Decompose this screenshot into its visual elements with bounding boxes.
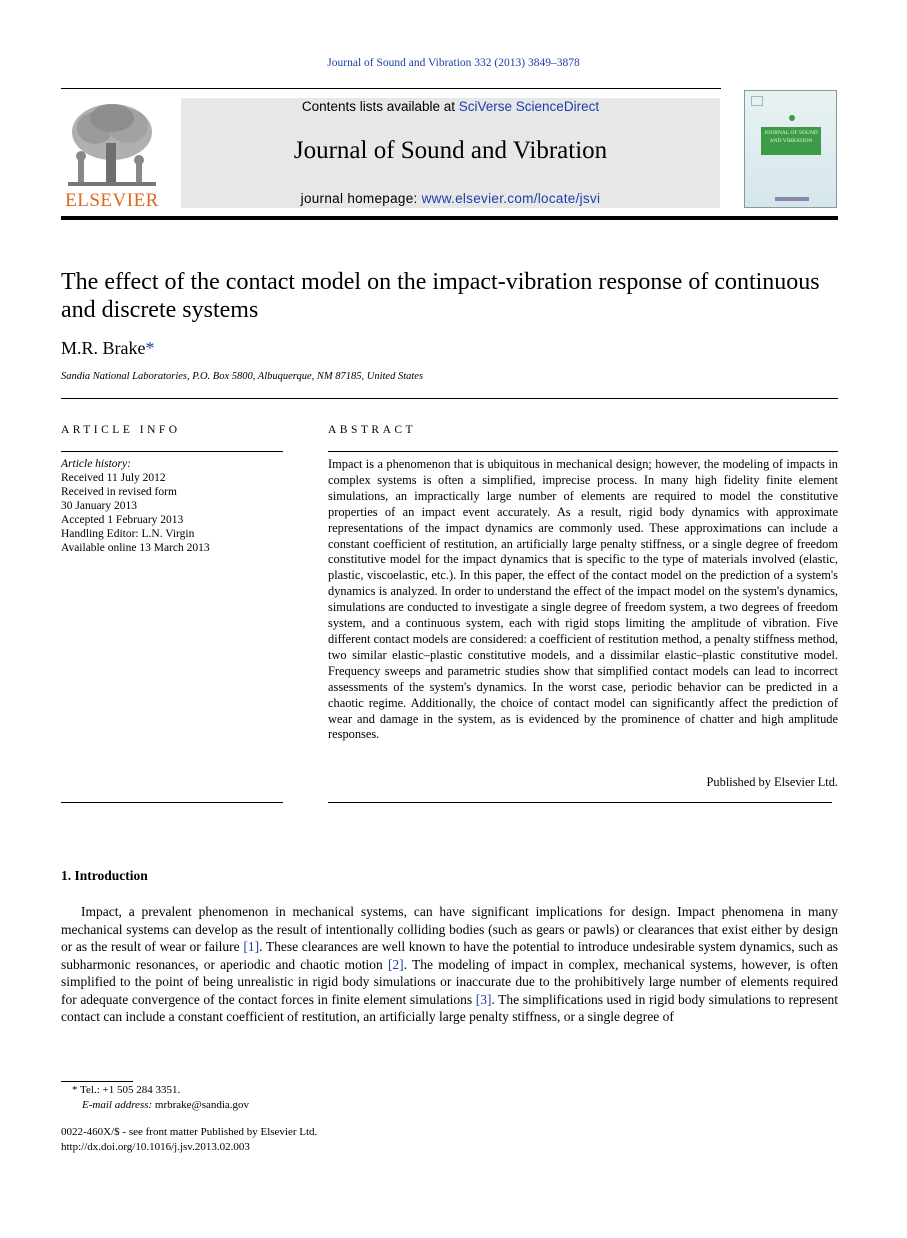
intro-text-part: Impact, a prevalent phenomenon in mechanical systems, can have significant implications for design. Impact phenomena in many mechanical systems can develop as the result of intentionally colliding bodies (such as gears or pawls) or clearances that exist either by design or as the result of wear or failure [61,904,838,954]
homepage-line [181,191,720,206]
abstract-heading: ABSTRACT [328,424,417,436]
footnote-email [82,1099,249,1111]
abstract-text: Impact is a phenomenon that is ubiquitous in mechanical design; however, the modeling of impacts in complex systems is often a simplified, imprecise process. In many high fidelity finite element simulations, an impractically large number of elements are required to model the constitutive properties of an impact event accurately. As a result, rigid body dynamics with approximate representations of the impact dynamics are commonly used. These approximations can include a constant coefficient of restitution, an artificially large penalty stiffness, or a single degree of freedom constitutive model for the impact dynamics that is specific to the type of materials involved (elastic, plastic, viscoelastic, etc.). In this paper, the effect of the contact model on the prediction of a system's dynamics is analyzed. In order to understand the effect of the impact model on the system's dynamics, simulations are conducted to investigate a single degree of freedom system, a two degrees of freedom system, and a continuous system, each with rigid stops limiting the amplitude of vibration. Five different contact models are considered: a coefficient of restitution method, a penalty stiffness method, two similar elastic–plastic constitutive models, and a dissimilar elastic–plastic constitutive model. Frequency sweeps and parametric studies show that simplified contact models can lead to incorrect assessments of the system's dynamics. In the worst case, periodic behavior can be predicted in a chaotic regime. Additionally, the choice of contact model can significantly affect the prediction of wear and damage in the system, as is evidenced by the prominence of chatter and high amplitude responses. [328,457,838,742]
homepage-link[interactable]: www.elsevier.com/locate/jsvi [421,191,601,206]
author-line [61,338,155,359]
footnote-tel: * Tel.: +1 505 284 3351. [72,1084,181,1096]
contents-line [181,99,720,114]
published-by: Published by Elsevier Ltd. [706,775,838,789]
cover-corner-icon [751,96,763,106]
issn-line: 0022-460X/$ - see front matter Published by Elsevier Ltd. [61,1126,318,1138]
homepage-prefix: journal homepage: [300,191,422,206]
contents-prefix: Contents lists available at [301,99,459,114]
affiliation-rule [61,398,838,399]
article-info-heading: ARTICLE INFO [61,424,181,436]
history-item: 30 January 2013 [61,500,138,512]
cover-title: JOURNAL OF SOUND AND VIBRATION [761,127,821,155]
article-title: The effect of the contact model on the impact-vibration response of continuous and discrete systems [61,269,820,323]
article-history [61,457,283,555]
history-label: Article history: [61,458,131,470]
history-item: Handling Editor: L.N. Virgin [61,528,195,540]
history-item: Received in revised form [61,486,177,498]
abstract-top-rule [328,451,838,452]
sciencedirect-link[interactable]: SciVerse ScienceDirect [458,99,600,114]
cover-publisher-mark-icon [775,197,809,201]
history-item: Accepted 1 February 2013 [61,514,184,526]
reference-link[interactable]: [3] [475,991,492,1007]
email-address[interactable]: mrbrake@sandia.gov [154,1099,250,1111]
article-info-top-rule [61,451,283,452]
elsevier-wordmark: ELSEVIER [65,190,159,211]
abstract-bottom-rule [328,802,832,803]
intro-text-part: . These clearances are well known to have the potential to introduce undesirable system dynamics, such as subharmonic resonances, or aperiodic and chaotic motion [61,939,838,972]
author-name[interactable]: M.R. Brake [61,338,146,358]
header-bottom-rule [61,216,838,220]
doi-link[interactable]: http://dx.doi.org/10.1016/j.jsv.2013.02.003 [61,1141,250,1153]
article-info-bottom-rule [61,802,283,803]
history-item: Received 11 July 2012 [61,472,166,484]
journal-cover-thumbnail[interactable] [744,90,837,208]
journal-name: Journal of Sound and Vibration [293,137,608,164]
email-label: E-mail address: [82,1099,155,1111]
header-top-rule [61,88,721,89]
introduction-heading: 1. Introduction [61,868,148,883]
history-item: Available online 13 March 2013 [61,542,210,554]
journal-citation[interactable]: Journal of Sound and Vibration 332 (2013) 3849–3878 [327,57,580,69]
reference-link[interactable]: [1] [243,939,260,954]
footnote-rule [61,1081,133,1082]
reference-link[interactable]: [2] [387,956,404,972]
intro-text-part: . The simplifications used in rigid body simulations to represent contact can include a constant coefficient of restitution, an artificially large penalty stiffness, or a single degree of [61,991,838,1024]
intro-text-part: . The modeling of impact in complex, mechanical systems, however, is often simplified to the point of being unrealistic in rigid body simulations or inaccurate due to the prohibitively large number of elements required for adequate convergence of the contact forces in finite element simulations [61,956,838,1007]
affiliation: Sandia National Laboratories, P.O. Box 5800, Albuquerque, NM 87185, United States [61,371,424,382]
cover-logo-icon [789,115,795,121]
introduction-paragraph [61,903,838,1026]
author-footnote-mark[interactable]: * [145,338,155,358]
